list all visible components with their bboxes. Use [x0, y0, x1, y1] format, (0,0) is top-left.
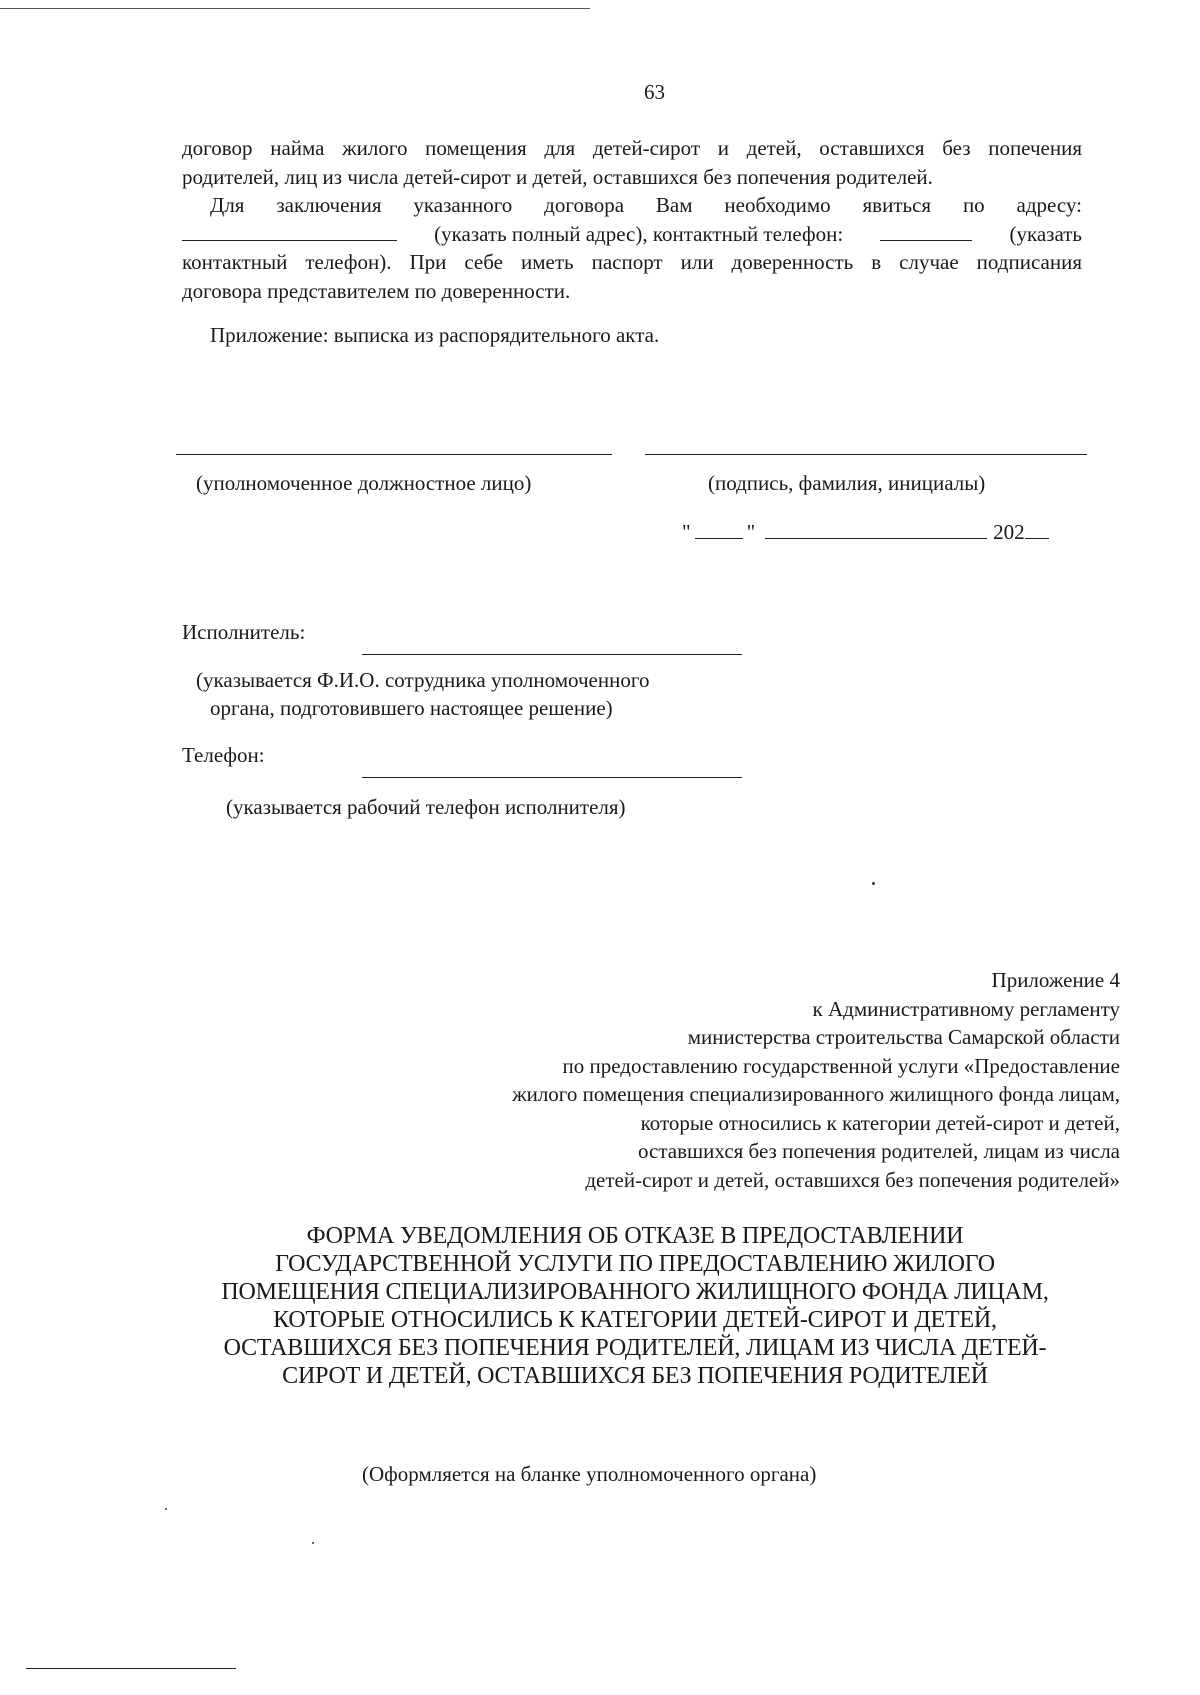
date-quote-open: " [682, 520, 691, 544]
scan-speck [312, 1542, 314, 1544]
appendix-line: Приложение 4 [991, 968, 1120, 992]
letterhead-note: (Оформляется на бланке уполномоченного органа) [362, 1462, 817, 1486]
phone-caption: (указывается рабочий телефон исполнителя) [226, 795, 626, 819]
scan-edge-line [0, 8, 590, 9]
executor-line [362, 654, 742, 655]
form-title [170, 1222, 1100, 1390]
appendix-header [512, 966, 1120, 1194]
executor-caption-line: (указывается Ф.И.О. сотрудника уполномоченного [196, 668, 650, 692]
attachment-note: Приложение: выписка из распорядительного акта. [210, 323, 660, 347]
form-title-line: КОТОРЫЕ ОТНОСИЛИСЬ К КАТЕГОРИИ ДЕТЕЙ-СИРОТ И ДЕТЕЙ, [273, 1307, 997, 1333]
executor-label: Исполнитель: [182, 620, 306, 644]
appendix-line: жилого помещения специализированного жилищного фонда лицам, [512, 1082, 1120, 1106]
address-blank [182, 222, 397, 241]
address-instruction-text: Для заключения указанного договора Вам необходимо явиться по адресу: [210, 193, 1082, 217]
scan-speck [165, 1508, 167, 1510]
date-month-blank [765, 520, 987, 539]
phone-line [362, 777, 742, 778]
intro-paragraph [182, 134, 1082, 305]
appendix-line: детей-сирот и детей, оставшихся без попечения родителей» [585, 1167, 1120, 1192]
phone-hint-text: (указать [1009, 221, 1082, 246]
scan-speck [872, 882, 875, 885]
appendix-line: оставшихся без попечения родителей, лицам из числа [638, 1139, 1120, 1163]
intro-line: контактный телефон). При себе иметь паспорт или доверенность в случае подписания [182, 250, 1082, 274]
appendix-line: по предоставлению государственной услуги «Предоставление [562, 1053, 1120, 1078]
intro-line: родителей, лиц из числа детей-сирот и детей, оставшихся без попечения родителей. [182, 164, 933, 189]
executor-caption-line: органа, подготовившего настоящее решение) [210, 696, 613, 720]
address-instruction-line [182, 191, 1082, 220]
appendix-line: к Административному регламенту [812, 996, 1120, 1021]
address-hint-text: (указать полный адрес), контактный телефон: [434, 221, 844, 246]
address-fill-line [182, 220, 1082, 249]
date-quote-close: " [746, 520, 756, 544]
signature-name-line [645, 454, 1087, 455]
official-caption: (уполномоченное должностное лицо) [196, 471, 532, 495]
date-year: 202 [993, 520, 1025, 544]
page-number: 63 [644, 80, 665, 104]
form-title-line: ГОСУДАРСТВЕННОЙ УСЛУГИ ПО ПРЕДОСТАВЛЕНИЮ ЖИЛОГО [275, 1251, 995, 1277]
appendix-line: министерства строительства Самарской области [687, 1025, 1120, 1049]
official-signature-line [176, 454, 612, 455]
phone-label: Телефон: [182, 743, 265, 767]
form-title-line: СИРОТ И ДЕТЕЙ, ОСТАВШИХСЯ БЕЗ ПОПЕЧЕНИЯ РОДИТЕЛЕЙ [282, 1363, 988, 1389]
date-year-blank [1025, 520, 1049, 539]
form-title-line: ФОРМА УВЕДОМЛЕНИЯ ОБ ОТКАЗЕ В ПРЕДОСТАВЛЕНИИ [306, 1223, 964, 1249]
appendix-line: которые относились к категории детей-сирот и детей, [640, 1110, 1120, 1135]
phone-blank [880, 222, 972, 241]
form-title-line: ПОМЕЩЕНИЯ СПЕЦИАЛИЗИРОВАННОГО ЖИЛИЩНОГО ФОНДА ЛИЦАМ, [221, 1279, 1049, 1305]
signature-caption: (подпись, фамилия, инициалы) [708, 471, 986, 495]
form-title-line: ОСТАВШИХСЯ БЕЗ ПОПЕЧЕНИЯ РОДИТЕЛЕЙ, ЛИЦАМ ИЗ ЧИСЛА ДЕТЕЙ- [223, 1335, 1047, 1361]
date-field [682, 520, 1049, 545]
date-day-blank [695, 520, 743, 539]
footnote-rule [26, 1668, 236, 1669]
intro-line: договор найма жилого помещения для детей-сирот и детей, оставшихся без попечения [182, 136, 1082, 160]
intro-line: договора представителем по доверенности. [182, 278, 571, 303]
